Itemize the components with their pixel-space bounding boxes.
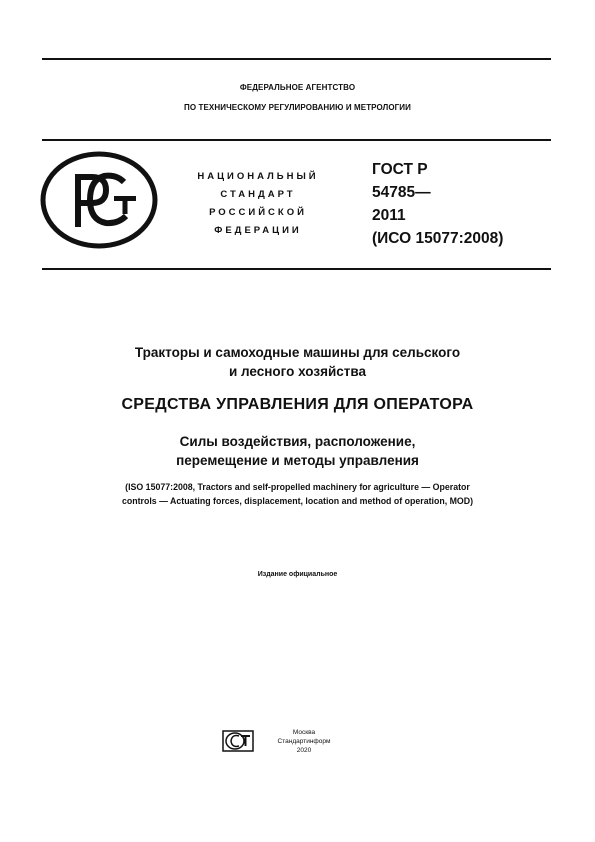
document-title: [0, 343, 595, 381]
gost-line-2: 54785—: [372, 184, 431, 201]
publisher-info: [264, 728, 344, 755]
standard-line-4: ФЕДЕРАЦИИ: [214, 225, 302, 236]
iso-line-2: controls — Actuating forces, displacement, location and method of operation, MOD): [121, 496, 474, 506]
subtitle-line-1: Силы воздействия, расположение,: [179, 434, 416, 449]
bottom-rule: [42, 268, 551, 270]
standard-line-1: НАЦИОНАЛЬНЫЙ: [197, 171, 319, 182]
publisher-city: Москва: [292, 729, 316, 736]
gost-line-3: 2011: [372, 207, 406, 224]
publisher-year: 2020: [296, 747, 312, 754]
national-standard-label: [183, 168, 333, 240]
iso-line-1: (ISO 15077:2008, Tractors and self-propelled machinery for agriculture — Operator: [125, 482, 470, 492]
gost-line-4: (ИСО 15077:2008): [372, 230, 504, 247]
title-line-1: Тракторы и самоходные машины для сельского: [134, 345, 461, 360]
official-edition-label: Издание официальное: [257, 571, 338, 578]
agency-line-2: ПО ТЕХНИЧЕСКОМУ РЕГУЛИРОВАНИЮ И МЕТРОЛОГИИ: [183, 103, 412, 112]
gost-number: [372, 158, 503, 250]
gost-line-1: ГОСТ Р: [372, 161, 428, 178]
middle-rule: [42, 139, 551, 141]
publisher-name: Стандартинформ: [277, 738, 331, 745]
subtitle-line-2: перемещение и методы управления: [176, 453, 419, 468]
rst-mark-icon: [40, 150, 158, 250]
standard-line-2: СТАНДАРТ: [220, 189, 296, 200]
agency-line-1: ФЕДЕРАЛЬНОЕ АГЕНТСТВО: [239, 83, 356, 92]
top-rule: [42, 58, 551, 60]
agency-header: [0, 78, 595, 118]
subtitle: [0, 432, 595, 470]
publisher-logo-icon: [222, 730, 254, 752]
iso-reference: [40, 480, 555, 508]
title-line-2: и лесного хозяйства: [228, 364, 366, 379]
main-title: СРЕДСТВА УПРАВЛЕНИЯ ДЛЯ ОПЕРАТОРА: [121, 396, 474, 413]
standard-line-3: РОССИЙСКОЙ: [209, 207, 307, 218]
